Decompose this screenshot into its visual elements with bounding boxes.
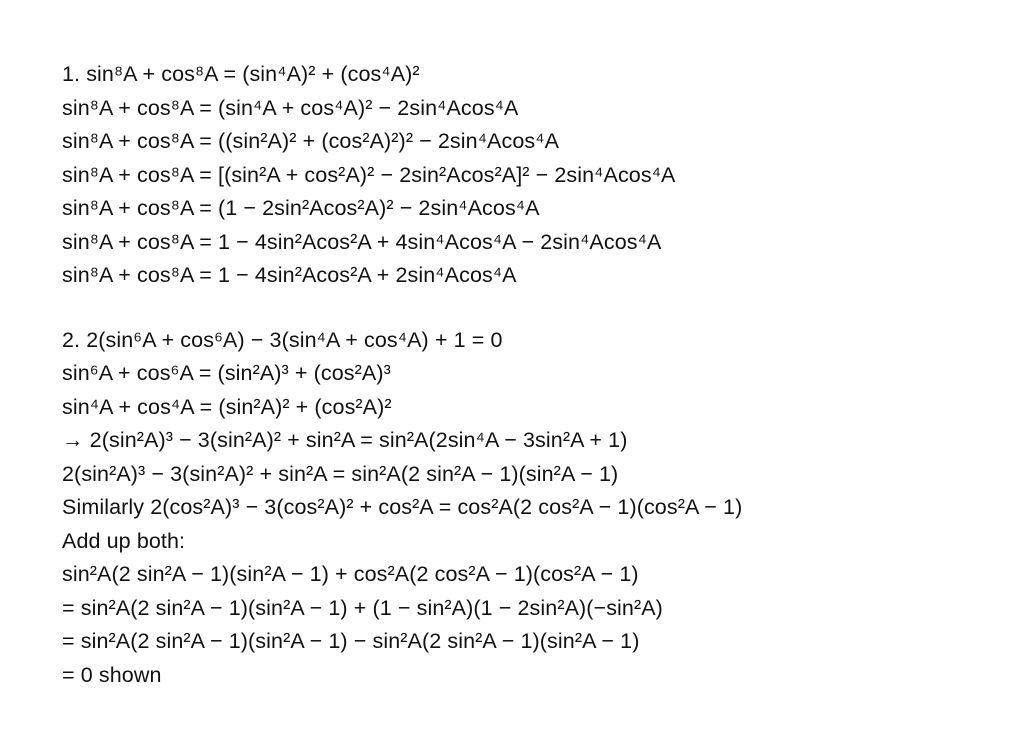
math-line: → 2(sin²A)³ − 3(sin²A)² + sin²A = sin²A(2sin⁴A − 3sin²A + 1): [62, 428, 628, 452]
math-line: sin²A(2 sin²A − 1)(sin²A − 1) + cos²A(2 cos²A − 1)(cos²A − 1): [62, 562, 639, 586]
math-line: 2. 2(sin⁶A + cos⁶A) − 3(sin⁴A + cos⁴A) + 1 = 0: [62, 327, 503, 352]
math-line: sin⁸A + cos⁸A = 1 − 4sin²Acos²A + 2sin⁴Acos⁴A: [62, 263, 517, 287]
math-line: 2(sin²A)³ − 3(sin²A)² + sin²A = sin²A(2 sin²A − 1)(sin²A − 1): [62, 461, 619, 486]
math-line: sin⁶A + cos⁶A = (sin²A)³ + (cos²A)³: [62, 361, 391, 385]
math-line: sin⁸A + cos⁸A = (sin⁴A + cos⁴A)² − 2sin⁴Acos⁴A: [62, 95, 519, 120]
math-line: 1. sin⁸A + cos⁸A = (sin⁴A)² + (cos⁴A)²: [62, 62, 420, 86]
math-line: sin⁸A + cos⁸A = 1 − 4sin²Acos²A + 4sin⁴Acos⁴A − 2sin⁴Acos⁴A: [62, 229, 662, 254]
math-line: = sin²A(2 sin²A − 1)(sin²A − 1) − sin²A(2 sin²A − 1)(sin²A − 1): [62, 629, 640, 653]
math-line: = 0 shown: [62, 662, 162, 687]
math-line: = sin²A(2 sin²A − 1)(sin²A − 1) + (1 − sin²A)(1 − 2sin²A)(−sin²A): [62, 595, 663, 620]
math-line: sin⁸A + cos⁸A = (1 − 2sin²Acos²A)² − 2sin⁴Acos⁴A: [62, 196, 540, 220]
math-line: Add up both:: [62, 528, 186, 553]
problem-1-block: [62, 58, 964, 293]
math-line: Similarly 2(cos²A)³ − 3(cos²A)² + cos²A = cos²A(2 cos²A − 1)(cos²A − 1): [62, 495, 743, 519]
section-spacer: [62, 293, 964, 324]
math-line: sin⁸A + cos⁸A = ((sin²A)² + (cos²A)²)² − 2sin⁴Acos⁴A: [62, 129, 560, 153]
math-line: sin⁴A + cos⁴A = (sin²A)² + (cos²A)²: [62, 394, 392, 419]
problem-2-block: [62, 324, 964, 693]
math-line: sin⁸A + cos⁸A = [(sin²A + cos²A)² − 2sin²Acos²A]² − 2sin⁴Acos⁴A: [62, 162, 676, 187]
